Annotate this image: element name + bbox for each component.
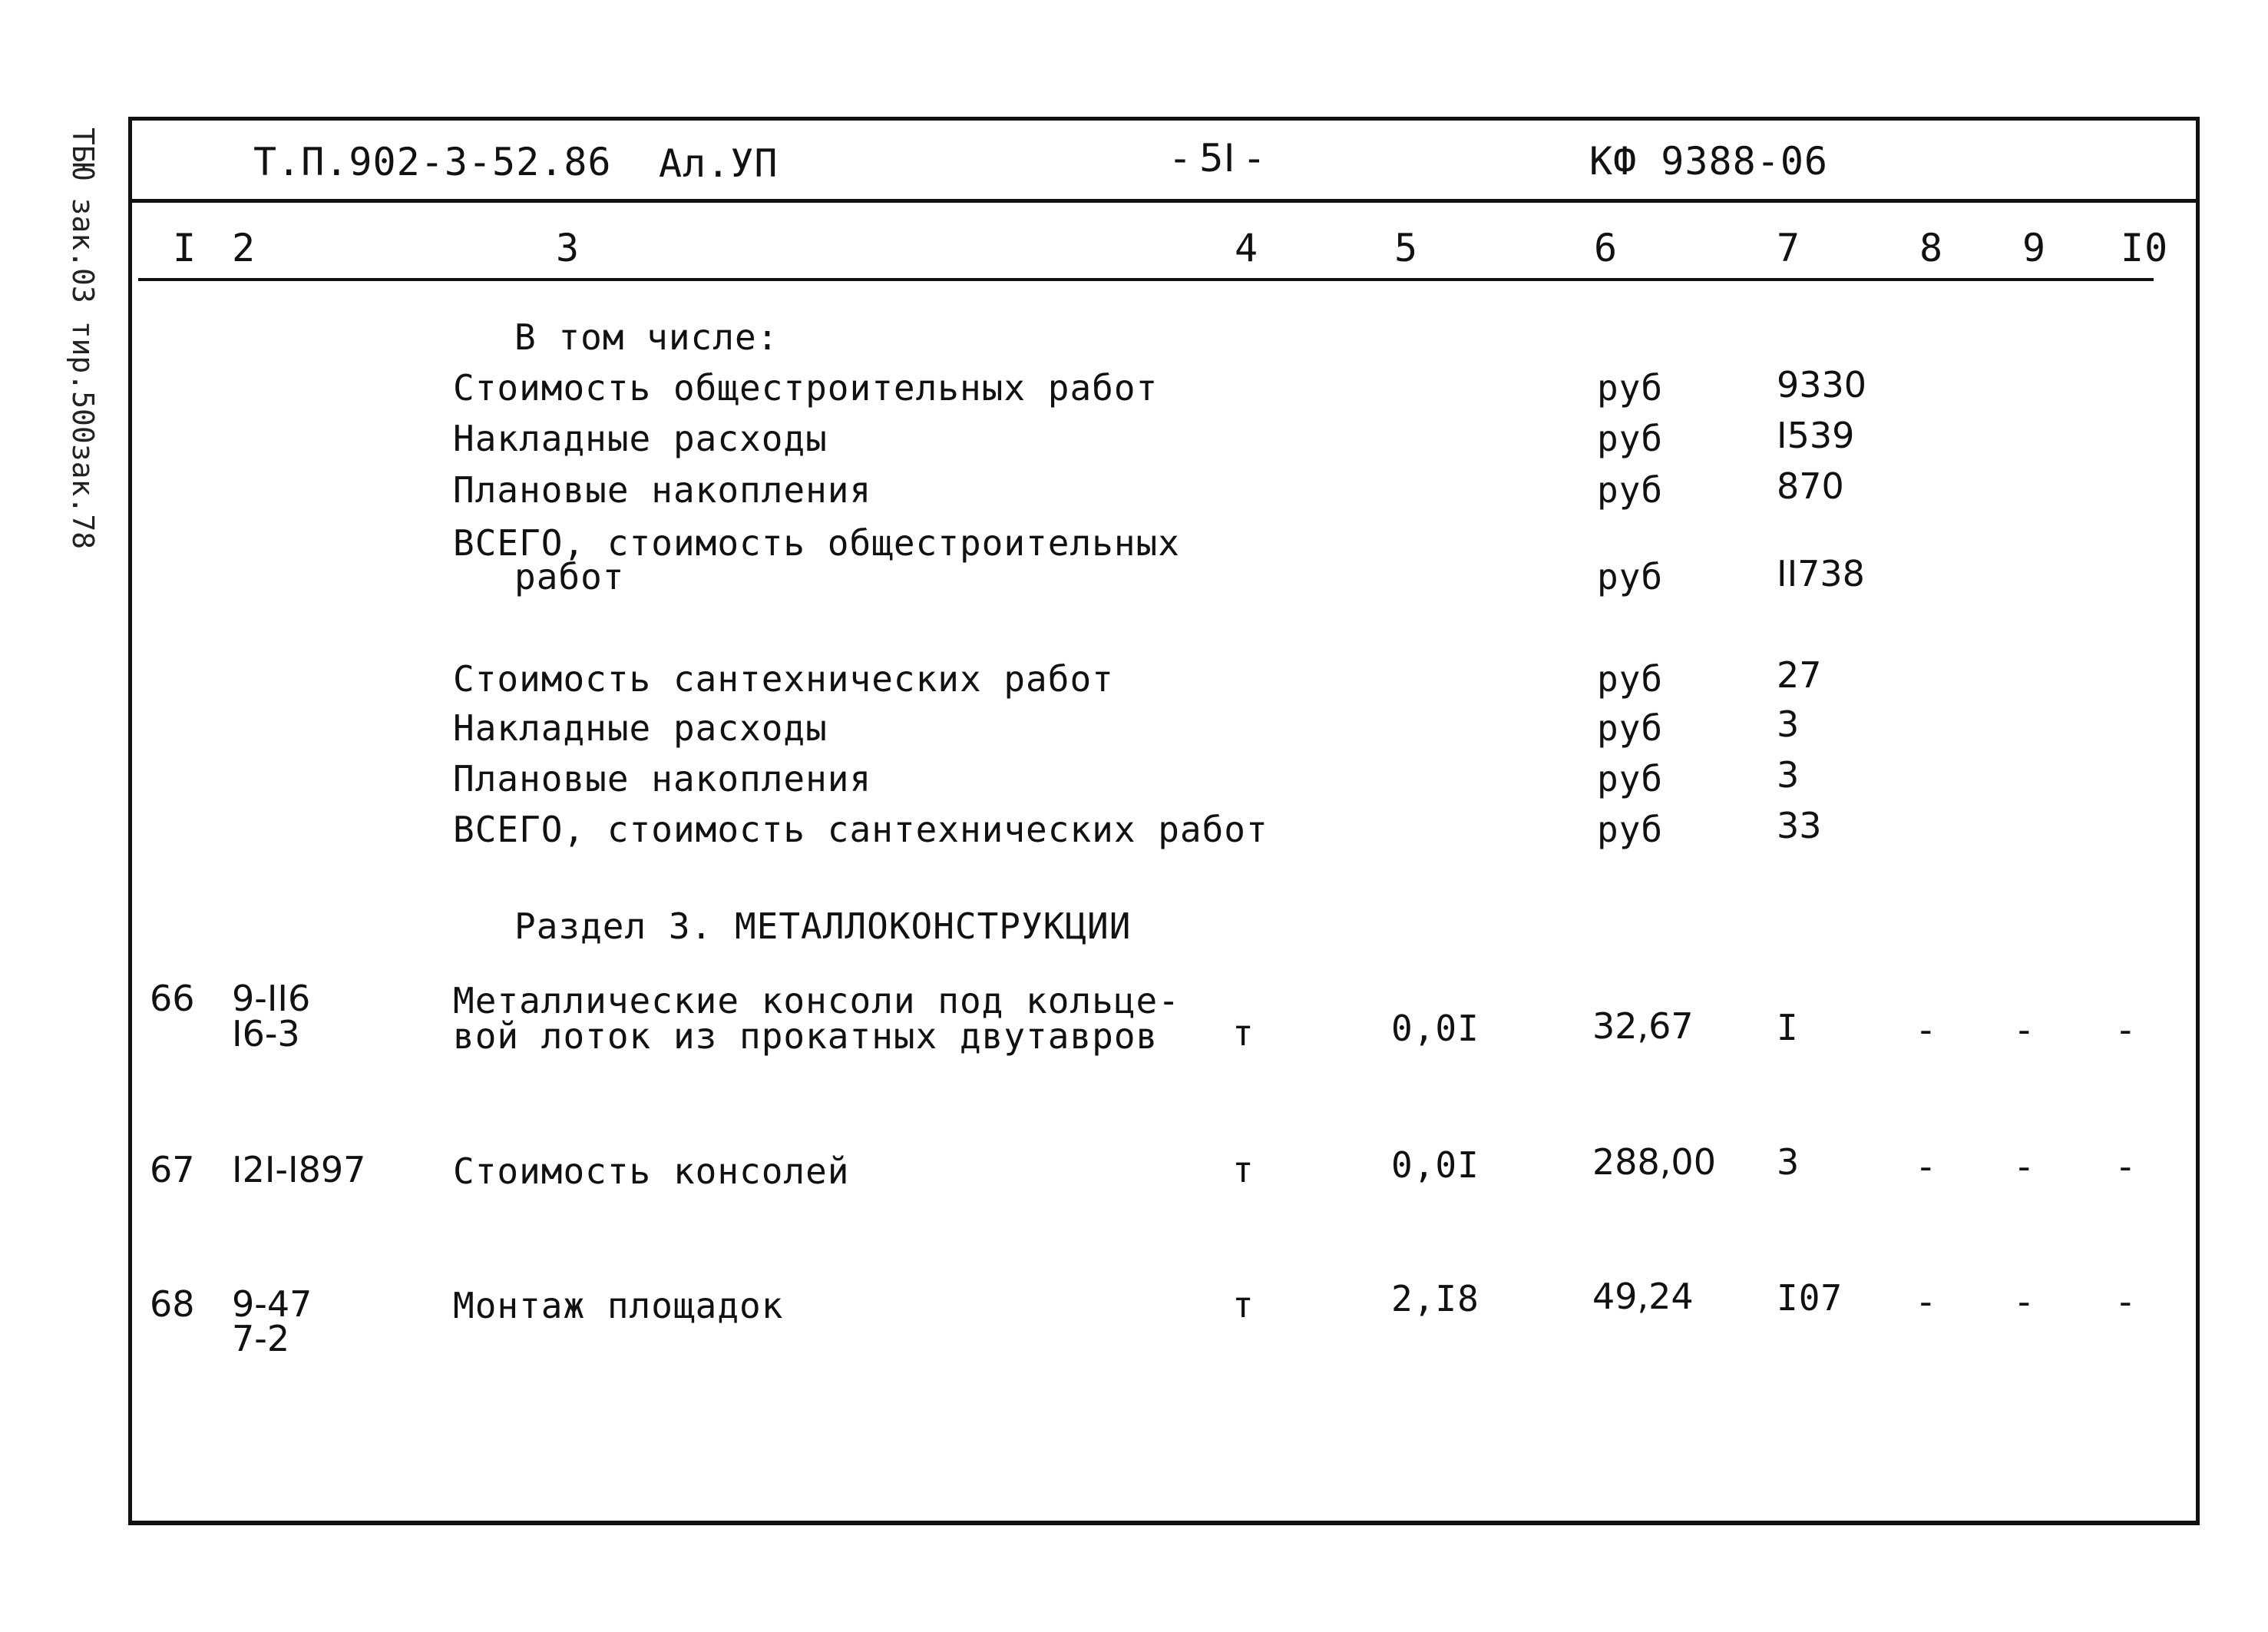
item-68-number: 68	[150, 1283, 195, 1325]
page-number: - 5I -	[1173, 136, 1261, 180]
plumbing-row-3-name: Плановые накопления	[453, 758, 872, 799]
general-total-unit: руб	[1597, 556, 1664, 598]
col-header-10: I0	[2121, 226, 2169, 270]
plumbing-row-1-unit: руб	[1597, 658, 1664, 700]
item-67-total: 3	[1777, 1141, 1800, 1183]
item-68-price: 49,24	[1592, 1276, 1694, 1317]
col-header-5: 5	[1394, 226, 1419, 270]
plumbing-row-1-name: Стоимость сантехнических работ	[453, 658, 1114, 700]
item-68-code-line2: 7-2	[232, 1318, 290, 1359]
item-67-code: I2I-I897	[232, 1149, 366, 1190]
item-68-qty: 2,I8	[1391, 1278, 1479, 1319]
item-68-code-line1: 9-47	[232, 1283, 312, 1325]
item-67-unit: т	[1232, 1149, 1255, 1190]
plumbing-row-3-value: 3	[1777, 754, 1800, 796]
item-68-unit: т	[1232, 1284, 1255, 1326]
stamp-code: КФ 9388-06	[1589, 139, 1829, 184]
item-68-total: I07	[1777, 1277, 1843, 1319]
plumbing-total-unit: руб	[1597, 809, 1664, 850]
plumbing-row-1-value: 27	[1777, 654, 1822, 696]
item-66-price: 32,67	[1592, 1005, 1694, 1047]
item-67-desc: Стоимость консолей	[453, 1150, 850, 1192]
col-header-3: 3	[556, 226, 580, 270]
item-67-qty: 0,0I	[1391, 1144, 1479, 1186]
column-header-divider	[138, 278, 2154, 281]
plumbing-row-2-name: Накладные расходы	[453, 707, 828, 749]
item-67-col10: -	[2119, 1146, 2132, 1187]
plumbing-row-2-value: 3	[1777, 703, 1800, 745]
included-label: В том числе:	[514, 316, 779, 358]
general-row-3-unit: руб	[1597, 469, 1664, 511]
item-68-desc: Монтаж площадок	[453, 1285, 784, 1326]
item-67-price: 288,00	[1592, 1141, 1716, 1183]
general-total-name-line1: ВСЕГО, стоимость общестроительных	[453, 522, 1180, 564]
item-66-col8: -	[1919, 1009, 1932, 1051]
item-66-total: I	[1777, 1007, 1799, 1048]
general-row-1-unit: руб	[1597, 367, 1664, 409]
general-total-value: II738	[1777, 553, 1865, 594]
col-header-7: 7	[1777, 226, 1801, 270]
margin-print-note: ТБЮ зак.03 тир.500зак.78	[66, 127, 100, 550]
item-67-number: 67	[150, 1149, 195, 1190]
item-66-number: 66	[150, 978, 195, 1019]
item-66-desc-line1: Металлические консоли под кольце-	[453, 980, 1180, 1021]
plumbing-row-2-unit: руб	[1597, 707, 1664, 749]
item-67-col8: -	[1919, 1146, 1932, 1187]
col-header-8: 8	[1919, 226, 1944, 270]
plumbing-total-name: ВСЕГО, стоимость сантехнических работ	[453, 809, 1268, 850]
doc-code: Т.П.902-3-52.86	[253, 140, 612, 184]
item-66-col10: -	[2119, 1009, 2132, 1051]
item-66-code-line2: I6-3	[232, 1013, 300, 1054]
plumbing-row-3-unit: руб	[1597, 758, 1664, 799]
header-divider	[128, 199, 2200, 203]
item-68-col10: -	[2119, 1281, 2132, 1322]
item-66-unit: т	[1232, 1012, 1255, 1054]
general-total-name-line2: работ	[514, 556, 625, 598]
general-row-1-name: Стоимость общестроительных работ	[453, 367, 1159, 409]
col-header-1: I	[173, 226, 197, 270]
general-row-2-unit: руб	[1597, 418, 1664, 459]
general-row-3-name: Плановые накопления	[453, 469, 872, 511]
plumbing-total-value: 33	[1777, 805, 1822, 846]
item-66-qty: 0,0I	[1391, 1008, 1479, 1049]
col-header-6: 6	[1594, 226, 1618, 270]
col-header-9: 9	[2022, 226, 2047, 270]
general-row-1-value: 9330	[1777, 364, 1867, 406]
col-header-2: 2	[232, 226, 256, 270]
album-number: Ал.УП	[659, 141, 779, 186]
item-68-col9: -	[2018, 1281, 2031, 1322]
general-row-2-name: Накладные расходы	[453, 418, 828, 459]
col-header-4: 4	[1235, 226, 1259, 270]
item-66-code-line1: 9-II6	[232, 978, 311, 1019]
general-row-2-value: I539	[1777, 415, 1855, 456]
item-66-desc-line2: вой лоток из прокатных двутавров	[453, 1015, 1159, 1057]
section-title: Раздел 3. МЕТАЛЛОКОНСТРУКЦИИ	[514, 905, 1132, 947]
item-68-col8: -	[1919, 1281, 1932, 1322]
general-row-3-value: 870	[1777, 465, 1844, 507]
item-66-col9: -	[2018, 1009, 2031, 1051]
item-67-col9: -	[2018, 1146, 2031, 1187]
